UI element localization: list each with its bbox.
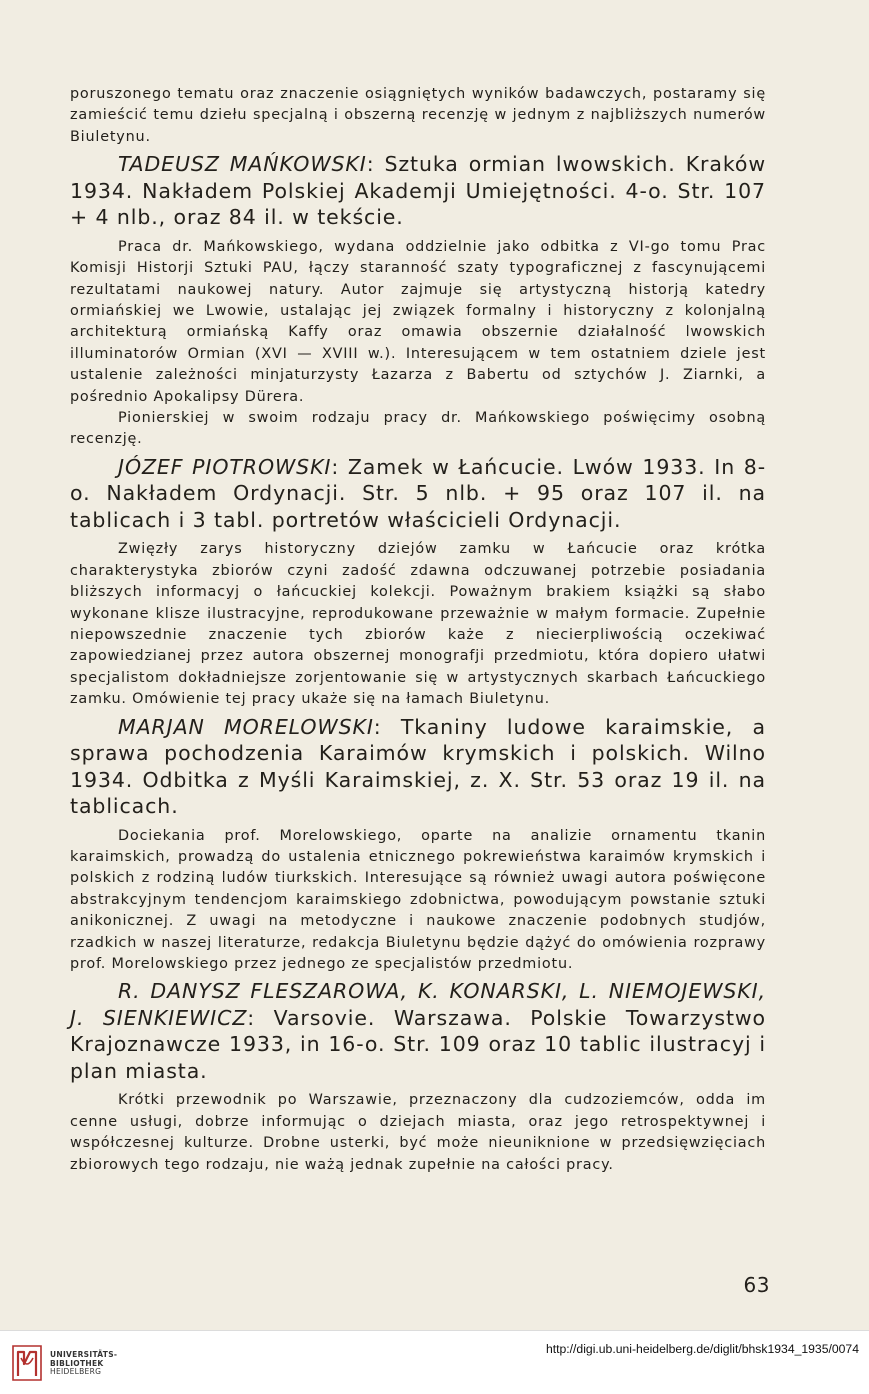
entry-author: MARJAN MORELOWSKI <box>118 714 374 739</box>
permalink-url[interactable]: http://digi.ub.uni-heidelberg.de/diglit/bhsk1934_1935/0074 <box>545 1342 859 1356</box>
entry-citation: : Sztuka ormian lwowskich. Kraków 1934. Nakładem Polskiej Akademji Umiejętności. 4-o. Str. 107 + 4 nlb., oraz 84 il. w tekście. <box>70 152 766 230</box>
entry-author: JÓZEF PIOTROWSKI <box>118 454 332 479</box>
review-paragraph: Dociekania prof. Morelowskiego, oparte na analizie ornamentu tkanin karaimskich, prowadzą do ustalenia etnicznego pokrewieństwa karaimów krymskich i polskich z rodziną ludów tiurkskich. Interesujące są również uwagi autora poświęcone abstrakcyjnym tendencjom karaimskiego zdobnictwa, powodującym powstanie sztuki anikonicznej. Z uwagi na metodyczne i naukowe znaczenie podobnych studjów, rzadkich w naszej literaturze, redakcja Biuletynu będzie dążyć do omówienia rozprawy prof. Morelowskiego przez jednego ze specjalistów przedmiotu. <box>70 827 766 972</box>
viewer-footer <box>0 1330 869 1394</box>
bibliography-entry-piotrowski <box>70 454 766 534</box>
review-paragraph: Praca dr. Mańkowskiego, wydana oddzielnie jako odbitka z VI-go tomu Prac Komisji Historji Sztuki PAU, łączy staranność szaty typograficznej z fascynującemi rezultatami naukowej natury. Autor zajmuje się artystyczną historją katedry ormiańskiej we Lwowie, ustalając jej związek formalny i historyczny z kolonjalną architekturą ormiańską Kaffy oraz omawia obszernie działalność lwowskich illuminatorów Ormian (XVI — XVIII w.). Interesującem w tem ostatniem dziele jest ustalenie zależności minjaturzysty Łazarza z Babertu od sztychów J. Ziarnki, a pośrednio Apokalipsy Dürera. <box>70 238 766 405</box>
library-seal-icon <box>10 1342 44 1384</box>
intro-paragraph: poruszonego tematu oraz znaczenie osiągniętych wyników badawczych, postaramy się zamieścić temu dziełu specjalną i obszerną recenzję w jednym z najbliższych numerów Biuletynu. <box>70 86 766 145</box>
entry-citation: : Varsovie. Warszawa. Polskie Towarzystwo Krajoznawcze 1933, in 16-o. Str. 109 oraz 10 tablic ilustracyj i plan miasta. <box>70 1005 766 1083</box>
entry-author: R. DANYSZ FLESZAROWA, K. KONARSKI, L. NIEMOJEWSKI, J. SIENKIEWICZ <box>70 979 766 1030</box>
bibliography-entry-mankowski <box>70 151 766 231</box>
bibliography-entry-morelowski <box>70 714 766 820</box>
entry-author: TADEUSZ MAŃKOWSKI <box>118 152 367 177</box>
library-logo[interactable] <box>10 1339 120 1385</box>
logo-line: HEIDELBERG <box>50 1367 102 1377</box>
library-name <box>50 1351 117 1377</box>
review-paragraph: Zwięzły zarys historyczny dziejów zamku w Łańcucie oraz krótka charakterystyka zbiorów czyni zadość zdawna odczuwanej potrzebie posiadania bliższych informacyj o łańcuckiej kolekcji. Poważnym brakiem książki są słabo wykonane klisze ilustracyjne, reprodukowane przeważnie w małym formacie. Zupełnie niepowszednie znaczenie tych zbiorów każe z niecierpliwością oczekiwać zapowiedzianej przez autora obszernej monografji przedmiotu, która dopiero ułatwi specjalistom dokładniejsze zorjentowanie się w artystycznych skarbach Łańcuckiego zamku. Omówienie tej pracy ukaże się na łamach Biuletynu. <box>70 541 766 708</box>
page-number: 63 <box>743 1273 770 1297</box>
entry-citation: : Zamek w Łańcucie. Lwów 1933. In 8-o. Nakładem Ordynacji. Str. 5 nlb. + 95 oraz 107 il. na tablicach i 3 tabl. portretów właścicieli Ordynacji. <box>70 454 766 532</box>
logo-line: BIBLIOTHEK <box>50 1358 104 1368</box>
entry-citation: : Tkaniny ludowe karaimskie, a sprawa pochodzenia Karaimów krymskich i polskich. Wilno 1934. Odbitka z Myśli Karaimskiej, z. X. Str. 53 oraz 19 il. na tablicach. <box>70 714 766 819</box>
review-paragraph: Krótki przewodnik po Warszawie, przeznaczony dla cudzoziemców, odda im cenne usługi, dobrze informując o dziejach miasta, oraz jego retrospektywnej i współczesnej kulturze. Drobne usterki, być może nieuniknione w przedsięwzięciach zbiorowych tego rodzaju, nie ważą jednak zupełnie na całości pracy. <box>70 1092 766 1173</box>
bibliography-entry-varsovie <box>70 978 766 1084</box>
logo-line: UNIVERSITÄTS- <box>50 1350 118 1359</box>
text-column <box>70 84 766 1176</box>
review-paragraph: Pionierskiej w swoim rodzaju pracy dr. Mańkowskiego poświęcimy osobną recenzję. <box>70 409 766 448</box>
